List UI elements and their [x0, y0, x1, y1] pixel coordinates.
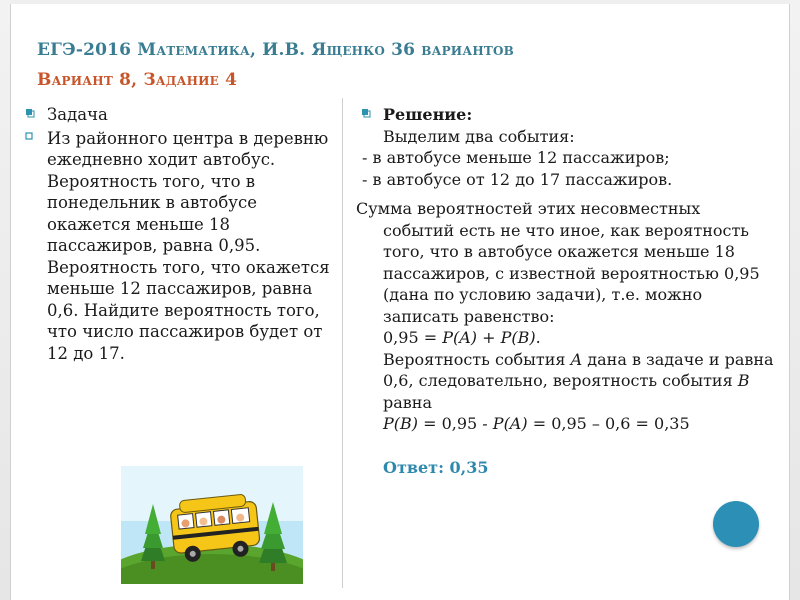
task-heading-row — [20, 104, 330, 126]
square-bullet-icon — [24, 128, 37, 150]
task-column — [20, 104, 330, 364]
solution-heading-row — [356, 104, 776, 147]
sum-first-line: Сумма вероятностей этих несовместных — [356, 199, 701, 218]
sum-rest: событий есть не что иное, как вероятность того, что в автобусе окажется меньше 18 пассажиров, с известной вероятностью 0,95 (дана по условию задачи), т.е. можно записать равенство: — [383, 220, 760, 326]
slide-frame-top — [10, 0, 790, 4]
sum-paragraph — [356, 198, 776, 435]
column-divider — [342, 98, 343, 588]
title-line-1: ЕГЭ-2016 Математика, И.В. Ященко 36 вариантов — [37, 40, 514, 60]
slide-frame-right — [789, 0, 800, 600]
solution-heading: Решение: — [383, 105, 473, 124]
task-text: Из районного центра в деревню ежедневно ходит автобус. Вероятность того, что в понедельник в автобусе окажется меньше 18 пассажиров, равна 0,95. Вероятность того, что окажется меньше 12 пассажиров, равна 0,6. Найдите вероятность того, что число пассажиров будет от 12 до 17. — [47, 128, 330, 363]
prob-a-text: Вероятность события A дана в задаче и равна 0,6, следовательно, вероятность события B равна — [383, 349, 774, 412]
school-bus-illustration — [121, 466, 303, 584]
answer: Ответ: 0,35 — [383, 457, 489, 477]
title-line-2: Вариант 8, Задание 4 — [37, 70, 238, 90]
event-1: - в автобусе меньше 12 пассажиров; — [362, 148, 670, 167]
slide-title — [37, 40, 757, 90]
task-heading: Задача — [47, 105, 108, 124]
square-bullet-icon — [24, 104, 37, 126]
blue-circle-icon — [713, 501, 759, 547]
solution-intro: Выделим два события: — [383, 126, 575, 146]
final-calculation: P(B) = 0,95 - P(A) = 0,95 – 0,6 = 0,35 — [383, 414, 690, 433]
slide-frame-left — [0, 0, 11, 600]
task-text-row — [20, 128, 330, 365]
equation: 0,95 = P(A) + P(B). — [383, 328, 541, 347]
square-bullet-icon — [360, 104, 373, 126]
solution-column — [356, 104, 776, 478]
event-2: - в автобусе от 12 до 17 пассажиров. — [362, 169, 673, 189]
